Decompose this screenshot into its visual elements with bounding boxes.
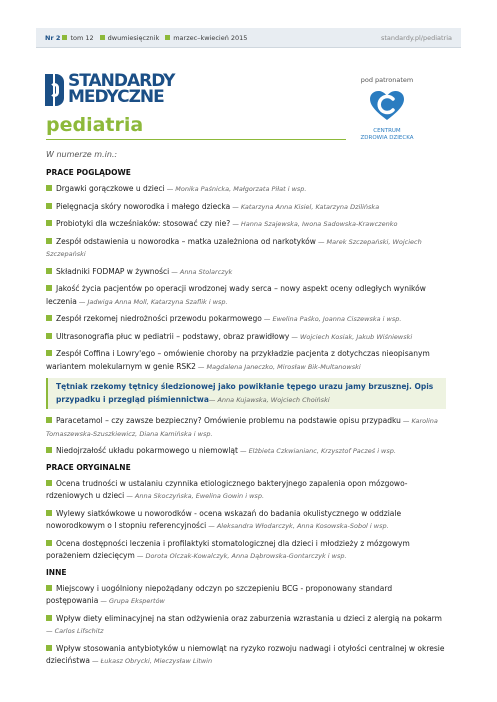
bullet-square-icon xyxy=(46,585,52,591)
entry-authors: — Grupa Ekspertów xyxy=(98,597,165,605)
entry-title: Składniki FODMAP w żywności xyxy=(56,266,170,276)
entry-title: Niedojrzałość układu pokarmowego u niemowląt xyxy=(56,446,238,455)
entry-authors: — Anna Stolarczyk xyxy=(169,267,233,276)
highlighted-entry[interactable] xyxy=(46,378,446,409)
bullet-square-icon xyxy=(46,203,52,209)
section-heading: PRACE POGLĄDOWE xyxy=(46,168,131,177)
site-url[interactable]: standardy.pl/pediatria xyxy=(381,33,452,42)
logo-line-2: MEDYCZNE xyxy=(68,87,164,107)
toc-entry[interactable] xyxy=(46,266,446,279)
entry-title: Jakość życia pacjentów po operacji wrodzonej wady serca – nowy aspekt oceny odległych wyników leczenia xyxy=(46,284,426,306)
toc-entry[interactable] xyxy=(46,313,446,326)
bullet-square-icon xyxy=(46,350,52,356)
entry-authors: — Aleksandra Włodarczyk, Anna Kosowska-Sobol i wsp. xyxy=(206,522,389,530)
bullet-square-icon xyxy=(165,35,170,40)
bullet-square-icon xyxy=(46,447,52,453)
entry-title: Paracetamol – czy zawsze bezpieczny? Omówienie problemu na podstawie opisu przypadku xyxy=(56,416,401,425)
entry-authors: — Carlos Lifschitz xyxy=(46,627,104,635)
toc-entry[interactable] xyxy=(46,538,446,563)
entry-title: Ocena dostępności leczenia i profilaktyki stomatologicznej dla dzieci i młodzieży z mózgowym porażeniem dziecięcym xyxy=(46,538,410,560)
logo-line-1: STANDARDY xyxy=(68,71,175,91)
toc-entry[interactable] xyxy=(46,415,446,440)
toc-entry[interactable] xyxy=(46,445,446,458)
entry-authors: — Hanna Szajewska, Iwona Sadowska-Krawczenko xyxy=(230,220,398,228)
period: marzec–kwiecień 2015 xyxy=(173,33,248,42)
section-heading: PRACE ORYGINALNE xyxy=(46,462,131,472)
toc-intro: W numerze m.in.: xyxy=(46,150,118,159)
toc-entry[interactable] xyxy=(46,236,446,261)
patronage-block xyxy=(352,76,422,142)
toc-entry[interactable] xyxy=(46,643,446,668)
patronage-label: pod patronatem xyxy=(360,76,414,84)
entry-title: Ultrasonografia płuc w pediatrii – podstawy, obraz prawidłowy xyxy=(56,331,290,341)
logo-mark-icon xyxy=(45,74,64,106)
toc-entry[interactable] xyxy=(46,348,446,373)
entry-title: Miejscowy i uogólniony niepożądany odczyn po szczepieniu BCG - proponowany standard postępowania xyxy=(46,583,393,605)
bullet-square-icon xyxy=(46,315,52,321)
highlight-authors: — Anna Kujawska, Wojciech Choiński xyxy=(208,395,330,404)
entry-title: Zespół rzekomej niedrożności przewodu pokarmowego xyxy=(56,314,262,323)
entry-authors: — Wojciech Kosiak, Jakub Wiśniewski xyxy=(289,332,413,341)
bullet-square-icon xyxy=(46,645,52,651)
journal-title: pediatria xyxy=(46,114,144,136)
bullet-square-icon xyxy=(46,268,52,274)
entry-authors: — Monika Paśnicka, Małgorzata Piłat i wsp. xyxy=(164,185,307,193)
bullet-square-icon xyxy=(46,333,52,339)
title-divider xyxy=(46,139,346,140)
bullet-square-icon xyxy=(46,480,52,486)
bullet-square-icon xyxy=(46,615,52,621)
volume: tom 12 xyxy=(70,33,94,42)
entry-title: Zespół odstawienia u noworodka – matka uzależniona od narkotyków xyxy=(56,236,316,246)
section-heading: INNE xyxy=(46,567,67,577)
bullet-square-icon xyxy=(46,417,52,423)
entry-title: Pielęgnacja skóry noworodka i małego dziecka xyxy=(56,201,231,211)
table-of-contents xyxy=(46,150,446,673)
entry-title: Wylewy siatkówkowe u noworodków - ocena wskazań do badania okulistycznego w oddziale noworodkowym o I stopniu referencyjności xyxy=(46,508,402,530)
toc-entry[interactable] xyxy=(46,331,446,344)
bullet-square-icon xyxy=(46,238,52,244)
toc-entry[interactable] xyxy=(46,201,446,214)
toc-entry[interactable] xyxy=(46,508,446,533)
entry-authors: — Marek Szczepański, Wojciech Szczepański xyxy=(46,237,422,258)
toc-entry[interactable] xyxy=(46,583,446,608)
toc-entry[interactable] xyxy=(46,218,446,231)
bullet-square-icon xyxy=(46,285,52,291)
entry-authors: — Elżbieta Czkwianianc, Krzysztof Pacześ i wsp. xyxy=(237,447,396,455)
entry-authors: — Karolina Tomaszewska-Szuszkiewicz, Diana Kamińska i wsp. xyxy=(46,417,438,438)
toc-entry[interactable] xyxy=(46,183,446,196)
entry-authors: — Ewelina Paśko, Joanna Ciszewska i wsp. xyxy=(261,315,402,323)
bullet-square-icon xyxy=(46,185,52,191)
bullet-square-icon xyxy=(100,35,105,40)
entry-title: Wpływ stosowania antybiotyków u niemowląt na ryzyko rozwoju nadwagi i otyłości centralnej w okresie dzieciństwa xyxy=(46,643,445,665)
entry-title: Ocena trudności w ustalaniu czynnika etiologicznego bakteryjnego zapalenia opon mózgowo-rdzeniowych u dzieci xyxy=(46,478,408,500)
entry-title: Zespół Coffina i Lowry'ego – omówienie choroby na przykładzie pacjenta z dotychczas nieopisanym wariantem molekularnym w genie RSK2 xyxy=(46,349,430,371)
entry-title: Wpływ diety eliminacyjnej na stan odżywienia oraz zaburzenia wzrastania u dzieci z alergią na pokarm xyxy=(56,613,442,623)
toc-entry[interactable] xyxy=(46,283,446,308)
entry-authors: — Jadwiga Anna Moll, Katarzyna Szaflik i wsp. xyxy=(76,297,228,306)
bullet-square-icon xyxy=(46,540,52,546)
entry-title: Drgawki gorączkowe u dzieci xyxy=(56,184,165,193)
highlight-title: Tętniak rzekomy tętnicy śledzionowej jako powikłanie tępego urazu jamy brzusznej. Opis przypadku i przegląd piśmiennictwa xyxy=(56,382,434,404)
entry-authors: — Anna Skoczyńska, Ewelina Gowin i wsp. xyxy=(124,492,265,500)
standardy-medyczne-logo xyxy=(45,72,205,114)
heart-logo-icon xyxy=(369,90,405,122)
entry-authors: — Magdalena Janeczko, Mirosław Bik-Multanowski xyxy=(195,362,361,371)
entry-authors: — Dorota Olczak-Kowalczyk, Anna Dąbrowska-Gontarczyk i wsp. xyxy=(134,552,347,560)
patron-name: CENTRUM ZDROWIA DZIECKA xyxy=(360,128,414,141)
toc-entry[interactable] xyxy=(46,478,446,503)
entry-authors: — Łukasz Obrycki, Mieczysław Litwin xyxy=(89,657,213,665)
frequency: dwumiesięcznik xyxy=(107,33,160,42)
header-bar xyxy=(36,28,461,48)
toc-entry[interactable] xyxy=(46,613,446,638)
entry-title: Probiotyki dla wcześniaków: stosować czy nie? xyxy=(56,219,231,228)
entry-authors: — Katarzyna Anna Kisiel, Katarzyna Dzilińska xyxy=(230,202,380,211)
issue-number: Nr 2 xyxy=(45,33,61,42)
bullet-square-icon xyxy=(46,510,52,516)
bullet-square-icon xyxy=(62,35,67,40)
bullet-square-icon xyxy=(46,220,52,226)
